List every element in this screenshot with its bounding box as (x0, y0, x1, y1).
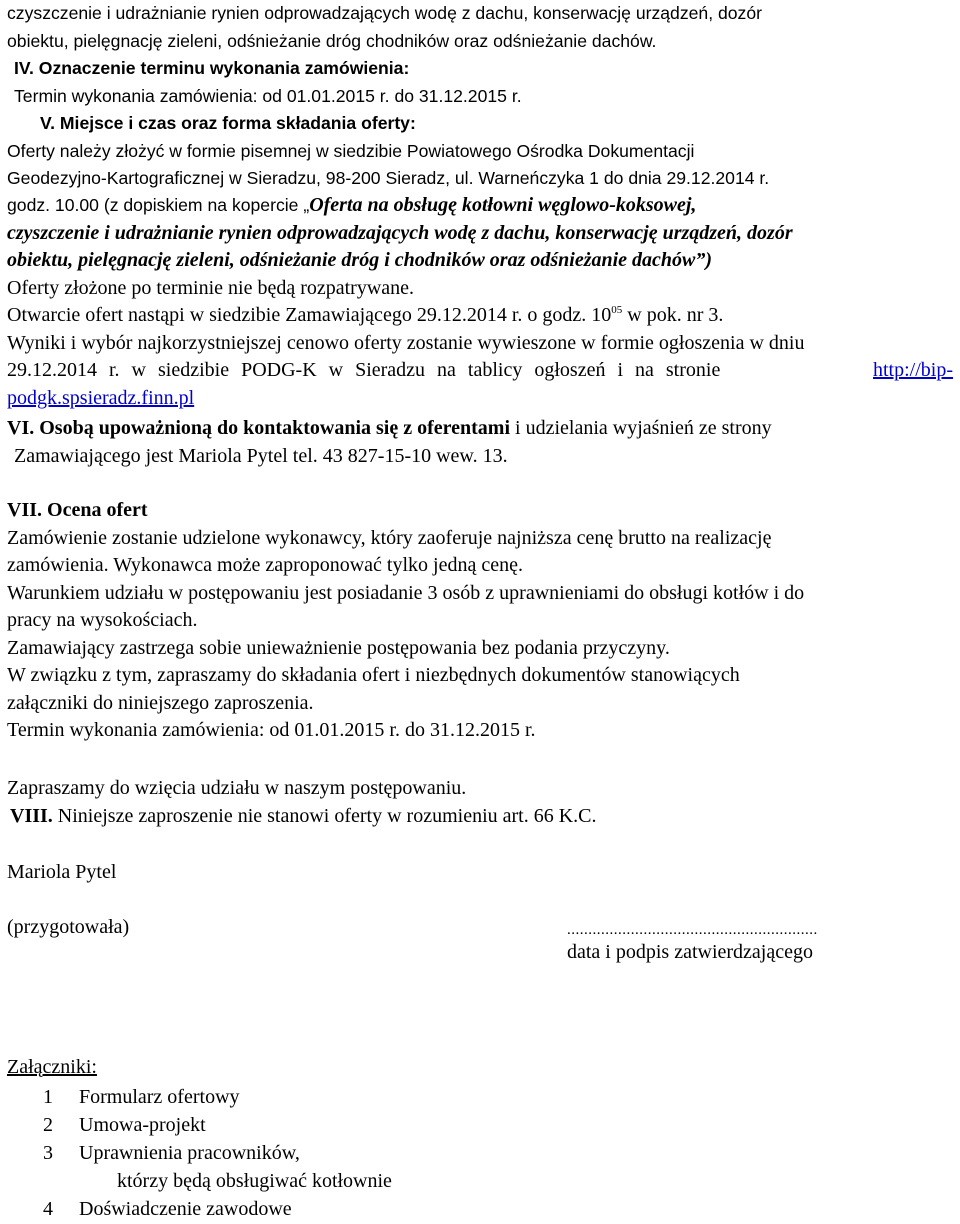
section-5-line-2: Geodezyjno-Kartograficznej w Sieradzu, 98-200 Sieradz, ul. Warneńczyka 1 do dnia 29.12.2014 r. (7, 168, 770, 188)
invitation-text: Zapraszamy do wzięcia udziału w naszym postępowaniu. (7, 777, 467, 799)
author-name: Mariola Pytel (7, 861, 117, 883)
section-7-heading: VII. Ocena ofert (7, 499, 148, 521)
section-7-p3: Zamawiający zastrzega sobie unieważnienie postępowania bez podania przyczyny. (7, 636, 670, 659)
attachment-item-continued: którzy będą obsługiwać kotłownie (117, 1170, 392, 1192)
section-6 (7, 415, 953, 470)
section-3-tail (7, 0, 762, 55)
section-5-body (7, 192, 953, 412)
section-5-heading: V. Miejsce i czas oraz forma składania oferty: (40, 113, 416, 133)
section-7-p5: Termin wykonania zamówienia: od 01.01.2015 r. do 31.12.2015 r. (7, 719, 536, 741)
attachments-list (7, 1084, 392, 1224)
section-5-opening-sup: 05 (611, 304, 623, 316)
section-4-heading: IV. Oznaczenie terminu wykonania zamówienia: (14, 58, 410, 78)
section-7 (7, 497, 953, 745)
attachment-item: 1 Formularz ofertowy (43, 1086, 240, 1108)
attachment-item: 3 Uprawnienia pracowników, (43, 1142, 300, 1164)
section-6-heading: VI. Osobą upoważnioną do kontaktowania się z oferentami (7, 417, 511, 439)
section-5-offer-title-1: Oferta na obsługę kotłowni węglowo-koksowej, (309, 194, 697, 216)
section-6-contact: Zamawiającego jest Mariola Pytel tel. 43 827-15-10 wew. 13. (14, 444, 508, 467)
section-3-line-2: obiektu, pielęgnację zieleni, odśnieżanie dróg chodników oraz odśnieżanie dachów. (7, 30, 657, 51)
section-5 (7, 110, 953, 193)
signature-dots: ........................................................... (567, 922, 818, 938)
approval-signature (567, 921, 927, 967)
attachment-item: 2 Umowa-projekt (43, 1114, 206, 1136)
approval-label: data i podpis zatwierdzającego (567, 941, 813, 963)
prepared-by: (przygotowała) (7, 916, 130, 938)
attachments-heading: Załączniki: (7, 1056, 97, 1078)
section-4-text: Termin wykonania zamówienia: od 01.01.2015 r. do 31.12.2015 r. (14, 85, 522, 106)
section-8-text: Niniejsze zaproszenie nie stanowi oferty w rozumieniu art. 66 K.C. (52, 805, 597, 827)
section-4 (7, 55, 522, 110)
section-5-offer-title-2: czyszczenie i udrażnianie rynien odprowadzających wodę z dachu, konserwację urządzeń, dozór (7, 221, 793, 244)
section-8-heading: VIII. (10, 805, 53, 827)
bip-link-continued[interactable]: podgk.spsieradz.finn.pl (7, 386, 195, 409)
attachment-item: 4 Doświadczenie zawodowe (43, 1198, 292, 1220)
section-7-p2-1: Warunkiem udziału w postępowaniu jest posiadanie 3 osób z uprawnieniami do obsługi kotłów i do (7, 581, 805, 604)
section-3-line-1: czyszczenie i udrażnianie rynien odprowadzających wodę z dachu, konserwację urządzeń, dozór (7, 3, 762, 23)
section-7-p4-2: załączniki do niniejszego zaproszenia. (7, 691, 314, 714)
section-7-p1-1: Zamówienie zostanie udzielone wykonawcy, który zaoferuje najniższa cenę brutto na realizację (7, 526, 772, 549)
section-5-line-1: Oferty należy złożyć w formie pisemnej w siedzibie Powiatowego Ośrodka Dokumentacji (7, 140, 695, 161)
section-6-text: i udzielania wyjaśnień ze strony (510, 417, 772, 439)
section-5-opening: Otwarcie ofert nastąpi w siedzibie Zamawiającego 29.12.2014 r. o godz. 10 (7, 304, 612, 326)
section-5-late-notice: Oferty złożone po terminie nie będą rozpatrywane. (7, 276, 415, 299)
section-7-p1-2: zamówienia. Wykonawca może zaproponować tylko jedną cenę. (7, 554, 523, 576)
section-5-results-2: 29.12.2014 r. w siedzibie PODG-K w Sieradzu na tablicy ogłoszeń i na stronie (7, 359, 721, 381)
section-7-p2-2: pracy na wysokościach. (7, 609, 198, 631)
section-5-opening-suffix: w pok. nr 3. (622, 304, 724, 326)
bip-link[interactable]: http://bip- (873, 359, 953, 381)
section-5-offer-title-3: obiektu, pielęgnację zieleni, odśnieżanie dróg i chodników oraz odśnieżanie dachów”) (7, 249, 713, 271)
section-5-results-1: Wyniki i wybór najkorzystniejszej cenowo oferty zostanie wywieszone w formie ogłoszenia w dniu (7, 331, 805, 354)
section-7-p4-1: W związku z tym, zapraszamy do składania ofert i niezbędnych dokumentów stanowiących (7, 664, 740, 686)
section-5-line-3-prefix: godz. 10.00 (z dopiskiem na kopercie „ (7, 195, 310, 215)
